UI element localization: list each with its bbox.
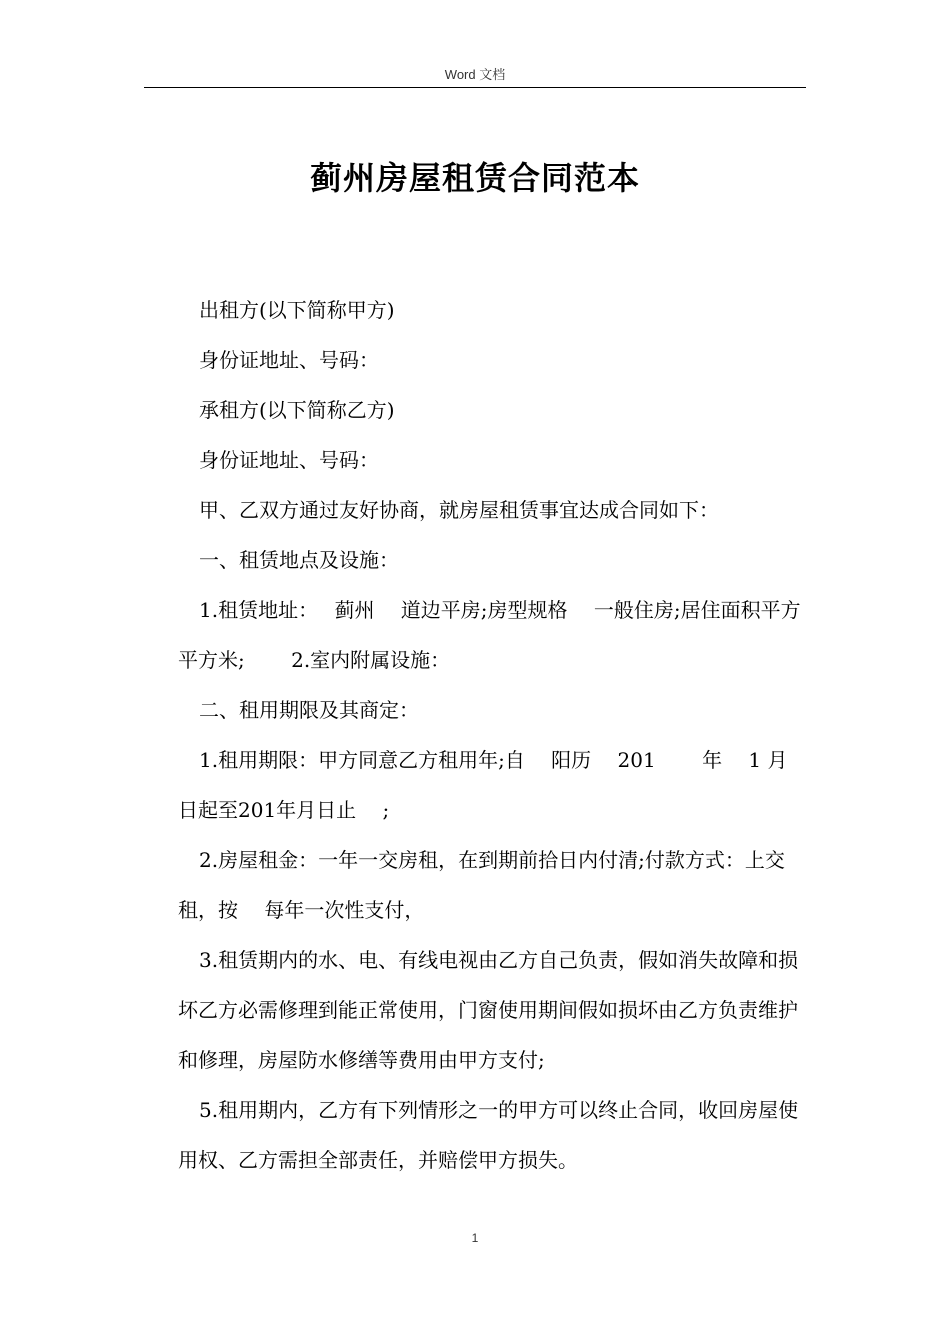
paragraph-lessor: 出租方(以下简称甲方) bbox=[199, 298, 395, 322]
paragraph-lessee: 承租方(以下简称乙方) bbox=[199, 398, 395, 422]
paragraph-rent: 2.房屋租金：一年一交房租，在到期前拾日内付清;付款方式：上交租，按 每年一次性支付， bbox=[178, 848, 785, 922]
document-body bbox=[178, 285, 847, 1185]
document-title: 蓟州房屋租赁合同范本 bbox=[309, 159, 640, 197]
paragraph-location-address: 1.租赁地址： 蓟州 道边平房;房型规格 一般住房;居住面积平方 平方米; 2.室内附属设施： bbox=[178, 598, 847, 672]
paragraph-termination: 5.租用期内，乙方有下列情形之一的甲方可以终止合同，收回房屋使用权、乙方需担全部责任，并赔偿甲方损失。 bbox=[178, 1098, 799, 1172]
page-number: 1 bbox=[471, 1231, 479, 1245]
header-divider bbox=[144, 87, 806, 88]
page-header: Word 文档 bbox=[444, 67, 506, 82]
paragraph-lessee-id: 身份证地址、号码： bbox=[199, 448, 379, 472]
paragraph-utilities: 3.租赁期内的水、电、有线电视由乙方自己负责，假如消失故障和损坏乙方必需修理到能正常使用，门窗使用期间假如损坏由乙方负责维护和修理，房屋防水修缮等费用由甲方支付; bbox=[178, 948, 799, 1072]
paragraph-term-period: 1.租用期限：甲方同意乙方租用年;自 阳历 201 年 1 月 日起至201年月日止 ; bbox=[178, 748, 834, 822]
paragraph-agreement-intro: 甲、乙双方通过友好协商，就房屋租赁事宜达成合同如下： bbox=[199, 498, 719, 522]
paragraph-lessor-id: 身份证地址、号码： bbox=[199, 348, 379, 372]
section-heading-term: 二、租用期限及其商定： bbox=[199, 698, 419, 722]
section-heading-location: 一、租赁地点及设施： bbox=[199, 548, 399, 572]
